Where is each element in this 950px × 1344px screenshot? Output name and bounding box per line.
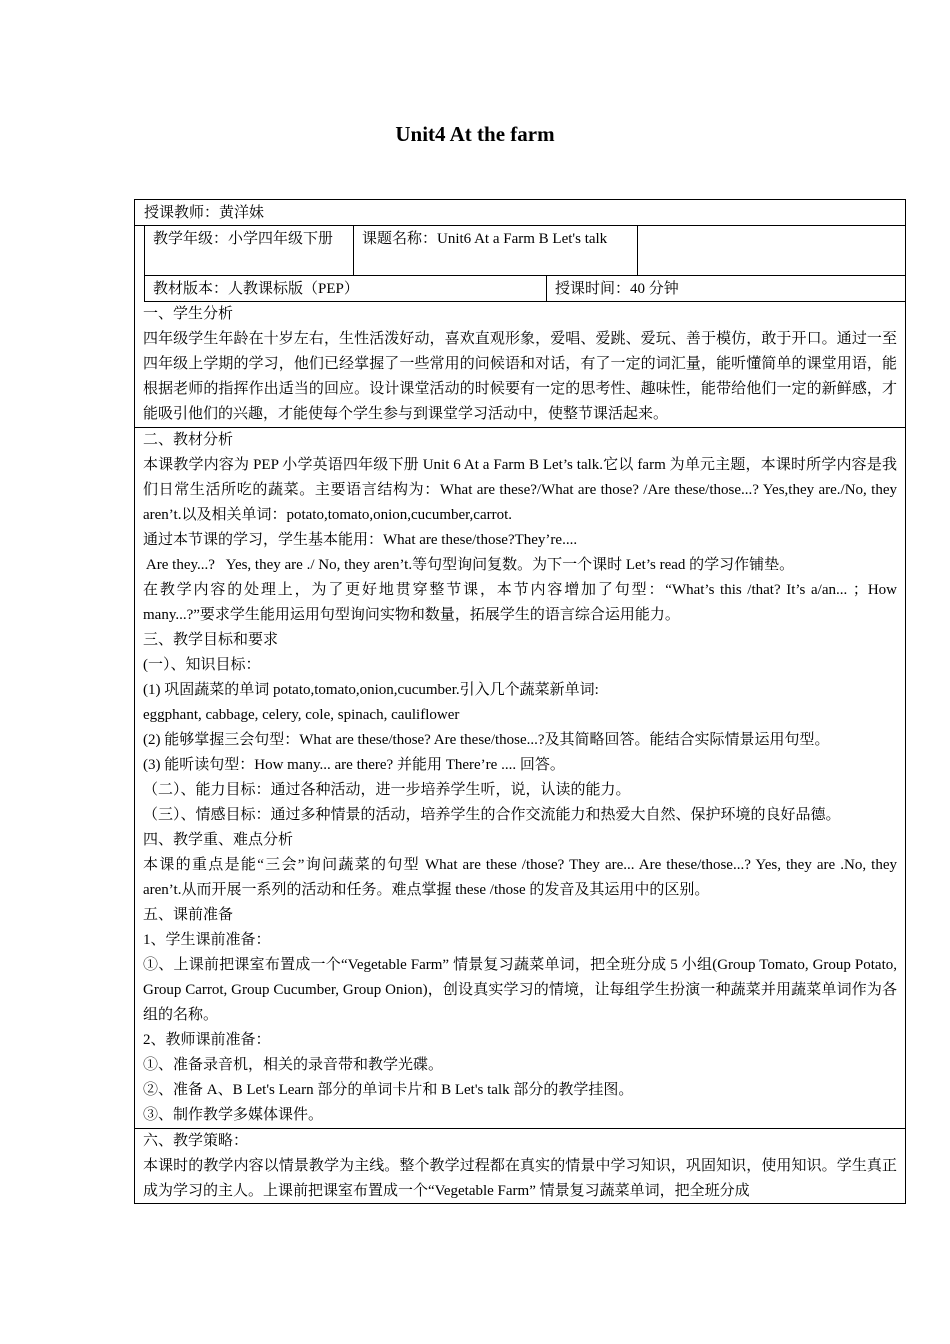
list-item: (3) 能听读句型：How many... are there? 并能用 There’re .... 回答。	[143, 757, 565, 773]
list-item: (2) 能够掌握三会句型：What are these/those? Are these/those...?及其简略回答。能结合实际情景运用句型。	[143, 732, 830, 748]
teaching-strategy-section	[135, 1129, 905, 1204]
material-analysis-section	[135, 428, 905, 1129]
paragraph: 本课教学内容为 PEP 小学英语四年级下册 Unit 6 At a Farm B Let’s talk.它以 farm 为单元主题，本课时所学内容是我们日常生活所吃的蔬菜。主要语言结构为：What are these?/What are those? /Are these/those...? Yes,they are./No, they aren’t.以及相关单词：potato,tomato,onion,cucumber,carrot.	[143, 457, 897, 523]
paragraph: 本课的重点是能“三会”询问蔬菜的句型 What are these /those? They are... Are these/those...? Yes, they are .No, they aren’t.从而开展一系列的活动和任务。难点掌握 these /those 的发音及其运用中的区别。	[143, 857, 897, 898]
list-item: eggphant, cabbage, celery, cole, spinach, cauliflower	[143, 707, 460, 723]
section-heading: 四、教学重、难点分析	[143, 832, 294, 848]
paragraph: （二）、能力目标：通过各种活动，进一步培养学生听，说，认读的能力。	[143, 782, 631, 798]
student-analysis-section	[135, 302, 905, 428]
edition-duration-row	[145, 276, 905, 302]
section-heading: 六、教学策略：	[143, 1133, 249, 1149]
paragraph: 在教学内容的处理上，为了更好地贯穿整节课，本节内容增加了句型：“What’s this /that? It’s a/an... ；How many...?”要求学生能用运用句型询问实物和数量，拓展学生的语言综合运用能力。	[143, 582, 897, 623]
section-heading: 三、教学目标和要求	[143, 632, 279, 648]
section-heading: 二、教材分析	[143, 432, 234, 448]
edition-cell: 教材版本：人教课标版（PEP）	[145, 276, 547, 301]
paragraph: （三）、情感目标：通过多种情景的活动，培养学生的合作交流能力和热爱大自然、保护环境的良好品德。	[143, 807, 841, 823]
subheading: (一）、知识目标：	[143, 657, 261, 673]
section-body: 本课时的教学内容以情景教学为主线。整个教学过程都在真实的情景中学习知识，巩固知识，使用知识。学生真正成为学习的主人。上课前把课室布置成一个“Vegetable Farm” 情景复习蔬菜单词，把全班分成	[143, 1158, 897, 1199]
section-heading: 五、课前准备	[143, 907, 234, 923]
empty-cell	[638, 226, 905, 275]
list-item: ①、上课前把课室布置成一个“Vegetable Farm” 情景复习蔬菜单词，把全班分成 5 小组(Group Tomato, Group Potato, Group Carrot, Group Cucumber, Group Onion)，创设真实学习的情境，让每组学生扮演一种蔬菜并用蔬菜单词作为各组的名称。	[143, 957, 897, 1023]
topic-cell: 课题名称：Unit6 At a Farm B Let's talk	[354, 226, 638, 275]
lesson-plan-table	[134, 199, 906, 1204]
list-item: ②、准备 A、B Let's Learn 部分的单词卡片和 B Let's talk 部分的教学挂图。	[143, 1082, 634, 1098]
list-item: ③、制作教学多媒体课件。	[143, 1107, 324, 1123]
document-title: Unit4 At the farm	[395, 122, 555, 146]
list-item: (1) 巩固蔬菜的单词 potato,tomato,onion,cucumber.引入几个蔬菜新单词:	[143, 682, 599, 698]
section-body: 四年级学生年龄在十岁左右，生性活泼好动，喜欢直观形象，爱唱、爱跳、爱玩、善于模仿，敢于开口。通过一至四年级上学期的学习，他们已经掌握了一些常用的问候语和对话，有了一定的词汇量，能听懂简单的课堂用语，能根据老师的指挥作出适当的回应。设计课堂活动的时候要有一定的思考性、趣味性，能带给他们一定的新鲜感，才能吸引他们的兴趣，才能使每个学生参与到课堂学习活动中，使整节课活起来。	[143, 331, 897, 422]
teacher-row: 授课教师：黄洋妹	[135, 200, 905, 226]
list-item: ①、准备录音机，相关的录音带和教学光碟。	[143, 1057, 444, 1073]
subheading: 2、教师课前准备：	[143, 1032, 271, 1048]
paragraph: 通过本节课的学习，学生基本能用：What are these/those?They’re....	[143, 532, 578, 548]
section-heading: 一、学生分析	[143, 306, 234, 322]
paragraph: Are they...? Yes, they are ./ No, they aren’t.等句型询问复数。为下一个课时 Let’s read 的学习作铺垫。	[143, 557, 795, 573]
duration-cell: 授课时间：40 分钟	[555, 281, 679, 297]
info-inner-table	[144, 226, 905, 302]
grade-topic-row	[145, 226, 905, 276]
grade-cell: 教学年级：小学四年级下册	[145, 226, 354, 275]
subheading: 1、学生课前准备：	[143, 932, 271, 948]
